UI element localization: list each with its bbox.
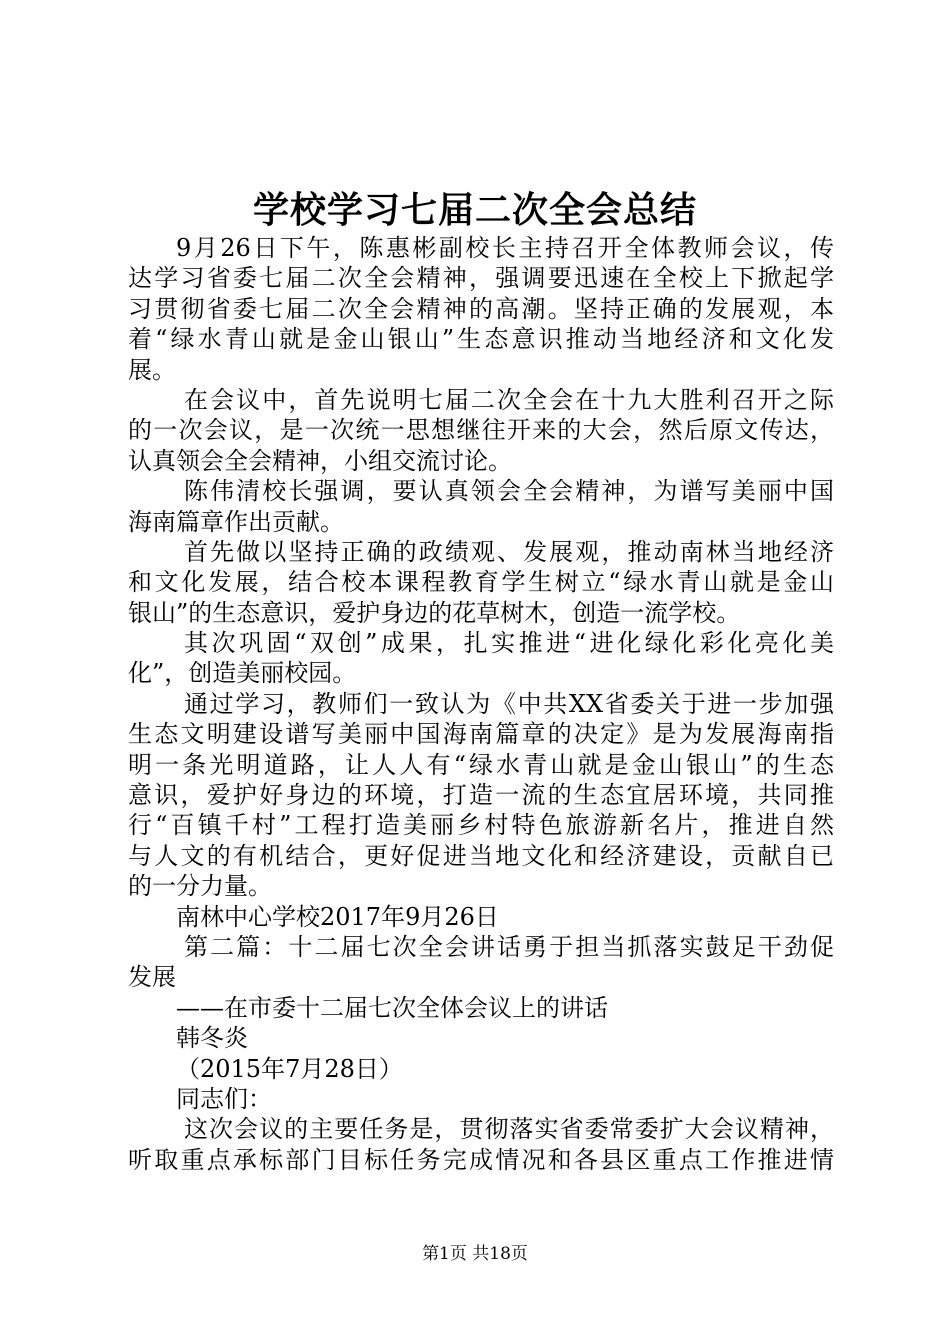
- date-line: （2015年7月28日）: [176, 1054, 403, 1083]
- page-number-footer: 第1页 共18页: [422, 1244, 528, 1264]
- text-line: 通过学习，教师们一致认为《中共XX省委关于进一步加强: [184, 689, 834, 718]
- text-line: 着“绿水青山就是金山银山”生态意识推动当地经济和文化发: [128, 325, 834, 354]
- text-line: 的一分力量。: [128, 872, 272, 901]
- text-line: 海南篇章作出贡献。: [128, 507, 344, 536]
- text-line: 行“百镇千村”工程打造美丽乡村特色旅游新名片，推进自然: [128, 811, 834, 840]
- text-line: 化”，创造美丽校园。: [128, 659, 357, 688]
- text-line: 首先做以坚持正确的政绩观、发展观，推动南林当地经济: [184, 537, 834, 566]
- text-line: 听取重点承标部门目标任务完成情况和各县区重点工作推进情: [128, 1145, 834, 1174]
- document-body: [128, 233, 834, 1175]
- author-line: 韩冬炎: [176, 1024, 248, 1053]
- signature-line: 南林中心学校2017年9月26日: [176, 902, 499, 931]
- text-line: 与人文的有机结合，更好促进当地文化和经济建设，贡献自已: [128, 841, 834, 870]
- document-title: 学校学习七届二次全会总结: [252, 189, 697, 231]
- text-line: 银山”的生态意识，爱护身边的花草树木，创造一流学校。: [128, 598, 741, 627]
- text-line: 9月26日下午，陈惠彬副校长主持召开全体教师会议，传: [176, 234, 834, 262]
- text-line: 在会议中，首先说明七届二次全会在十九大胜利召开之际: [184, 385, 834, 414]
- text-line: 其次巩固“双创”成果，扎实推进“进化绿化彩化亮化美: [184, 629, 834, 658]
- text-line: 生态文明建设谱写美丽中国海南篇章的决定》是为发展海南指: [128, 720, 834, 749]
- text-line: 认真领会全会精神，小组交流讨论。: [128, 446, 512, 475]
- text-line: 意识，爱护好身边的环境，打造一流的生态宜居环境，共同推: [128, 781, 834, 810]
- text-line: 发展: [128, 963, 176, 992]
- text-line: 陈伟清校长强调，要认真领会全会精神，为谱写美丽中国: [184, 477, 834, 506]
- text-line: 习贯彻省委七届二次全会精神的高潮。坚持正确的发展观，本: [128, 294, 834, 323]
- text-line: 展。: [128, 355, 176, 384]
- text-line: 这次会议的主要任务是，贯彻落实省委常委扩大会议精神，: [184, 1115, 834, 1144]
- salutation-line: 同志们：: [176, 1084, 272, 1113]
- text-line: 和文化发展，结合校本课程教育学生树立“绿水青山就是金山: [128, 568, 834, 597]
- text-line: 第二篇：十二届七次全会讲话勇于担当抓落实鼓足干劲促: [184, 932, 834, 961]
- text-line: 的一次会议，是一次统一思想继往开来的大会，然后原文传达，: [128, 416, 834, 445]
- text-line: 达学习省委七届二次全会精神，强调要迅速在全校上下掀起学: [128, 264, 834, 293]
- text-line: 明一条光明道路，让人人有“绿水青山就是金山银山”的生态: [128, 750, 834, 779]
- subtitle-line: ——在市委十二届七次全体会议上的讲话: [176, 993, 608, 1022]
